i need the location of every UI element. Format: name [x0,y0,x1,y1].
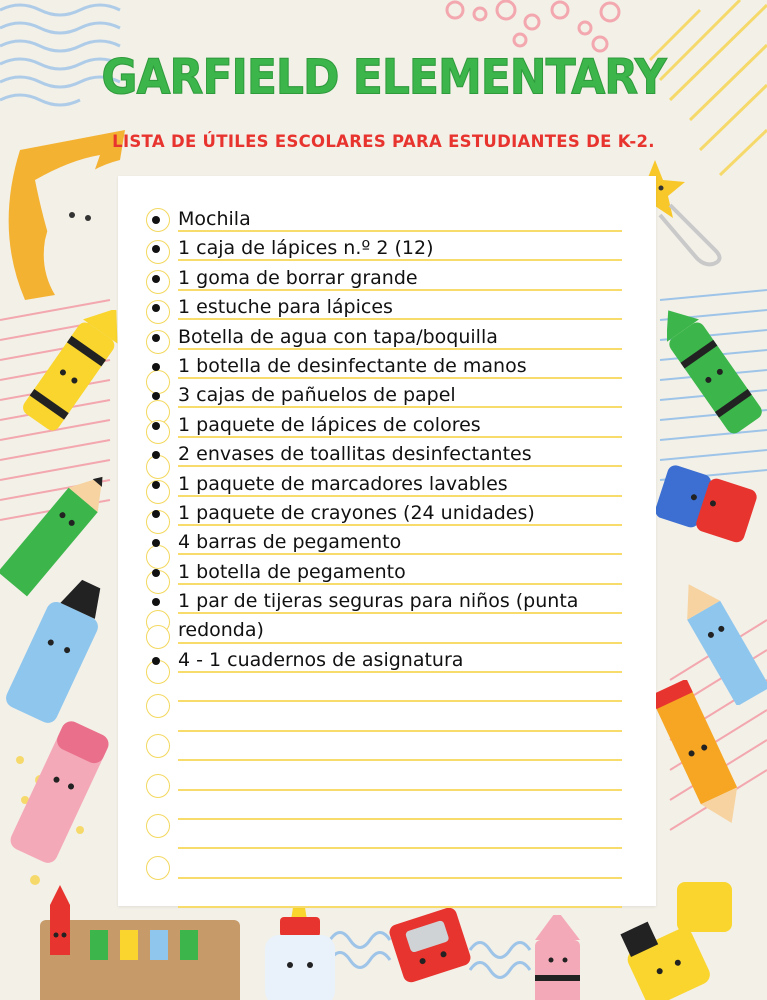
list-item-text: 2 envases de toallitas desinfectantes [178,443,532,466]
list-item [152,264,622,293]
sharpener-icon [385,900,475,990]
ruled-line [178,759,622,761]
list-item [152,558,622,587]
list-item [152,499,622,528]
ruled-line [178,789,622,791]
list-item-text: 4 barras de pegamento [178,531,402,554]
bullet-icon [152,334,160,342]
bullet-icon [152,481,160,489]
bullet-icon [152,569,160,577]
binder-hole [146,734,170,758]
binder-hole [146,856,170,880]
list-item-text: 4 - 1 cuadernos de asignatura [178,649,464,671]
list-item [152,411,622,440]
yellow-crayon-icon [5,310,125,450]
binder-hole [146,774,170,798]
bullet-icon [152,363,160,371]
green-crayon-icon [667,310,767,450]
bullet-icon [152,510,160,518]
ruled-line [178,877,622,879]
list-item-text: 3 cajas de pañuelos de papel [178,384,456,407]
list-item-text: 1 botella de desinfectante de manos [178,355,527,377]
list-item-text: Botella de agua con tapa/boquilla [178,325,498,348]
list-item [152,323,622,352]
ruled-line [178,818,622,820]
yellow-block-icon [672,872,742,942]
ruled-line [178,730,622,732]
glue-bottle-icon [255,895,345,1000]
list-item [152,381,622,410]
ruled-line [178,906,622,908]
eraser-icon [652,462,762,562]
list-item [152,234,622,263]
list-item-text: 1 goma de borrar grande [178,266,418,289]
list-item-text: 1 paquete de crayones (24 unidades) [178,502,535,524]
orange-pencil-icon [650,680,750,830]
bullet-icon [152,657,160,665]
binder-hole [146,814,170,838]
page-title: GARFIELD ELEMENTARY [101,49,666,106]
list-item [152,440,622,469]
list-item-text: 1 par de tijeras seguras para niños (punta redonda) [178,590,579,642]
list-item-text: 1 paquete de lápices de colores [178,413,481,436]
list-item-text: 1 botella de pegamento [178,560,406,583]
bullet-icon [152,216,160,224]
list-item [152,646,622,675]
list-item-text: 1 caja de lápices n.º 2 (12) [178,237,434,260]
bullet-icon [152,275,160,283]
list-item [152,352,622,381]
list-item-text: 1 estuche para lápices [178,296,393,319]
ruled-line [178,847,622,849]
pink-crayon-icon [525,915,595,1000]
list-item [152,528,622,557]
list-item [152,293,622,322]
blue-highlighter-icon [0,575,110,725]
list-item-text: 1 paquete de marcadores lavables [178,472,508,495]
pink-pen-icon [0,710,110,870]
list-item [152,587,622,645]
bullet-icon [152,422,160,430]
page-subtitle: LISTA DE ÚTILES ESCOLARES PARA ESTUDIANTES DE K-2. [112,132,655,151]
list-item [152,205,622,234]
ruled-line [178,700,622,702]
binder-hole [146,694,170,718]
list-item [152,470,622,499]
list-item-text: Mochila [178,208,251,230]
